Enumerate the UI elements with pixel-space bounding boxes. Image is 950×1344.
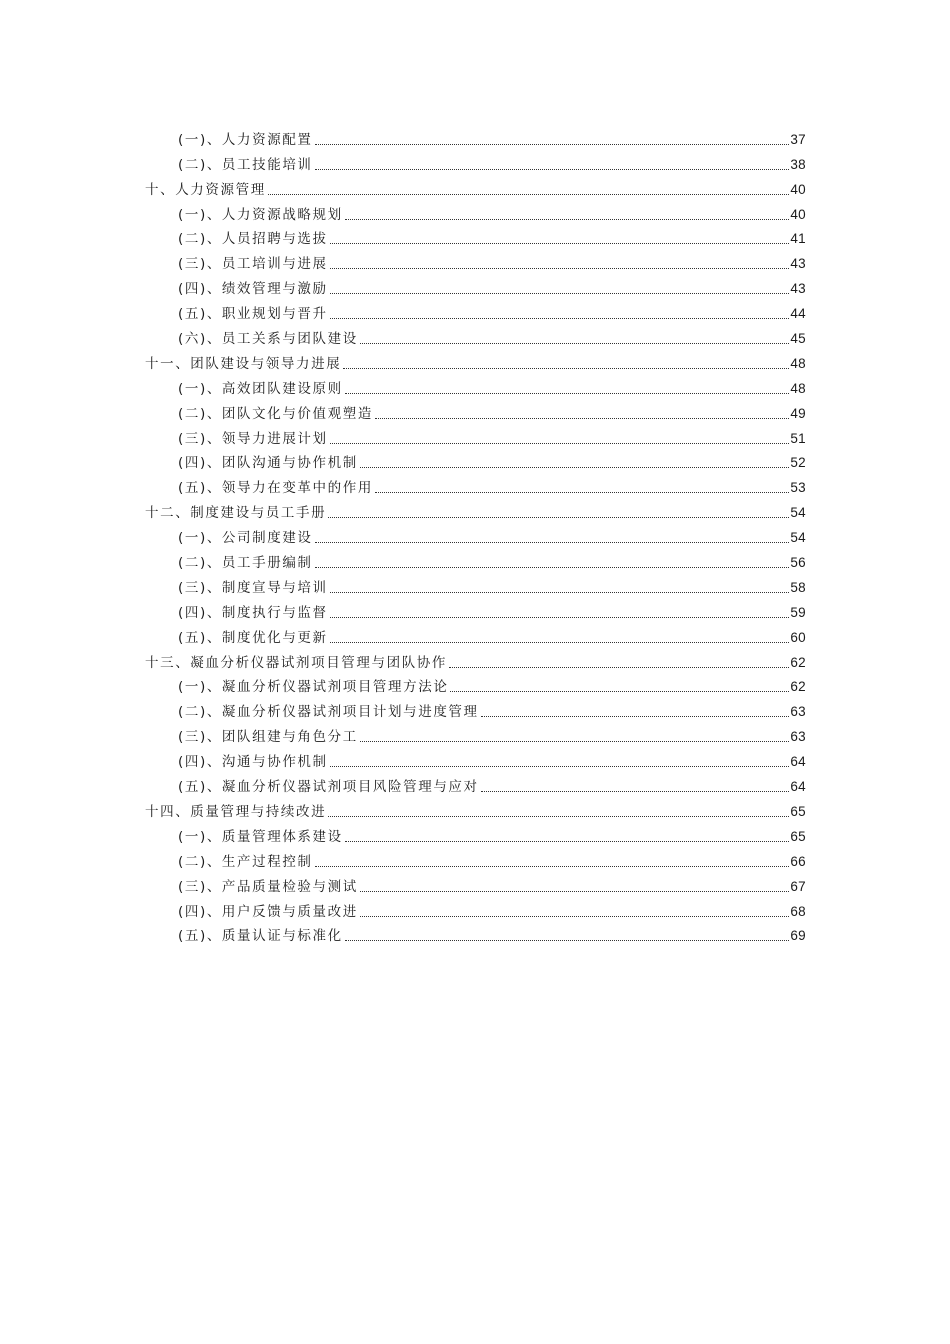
dot-leader bbox=[360, 741, 790, 742]
toc-section-entry[interactable] bbox=[0, 771, 950, 796]
toc-section-entry[interactable] bbox=[0, 721, 950, 746]
toc-page-number: 54 bbox=[790, 505, 806, 521]
toc-page-number: 56 bbox=[790, 555, 806, 571]
toc-entry-title: (五)、职业规划与晋升 bbox=[178, 306, 328, 323]
toc-entry-title: (一)、凝血分析仪器试剂项目管理方法论 bbox=[178, 679, 449, 696]
toc-page-number: 51 bbox=[790, 430, 806, 446]
dot-leader bbox=[315, 144, 790, 145]
dot-leader bbox=[360, 916, 790, 917]
dot-leader bbox=[315, 169, 790, 170]
toc-entry-title: (三)、员工培训与进展 bbox=[178, 256, 328, 273]
toc-section-entry[interactable] bbox=[0, 821, 950, 846]
toc-page-number: 48 bbox=[790, 355, 806, 371]
toc-section-entry[interactable] bbox=[0, 921, 950, 946]
dot-leader bbox=[330, 617, 790, 618]
toc-page-number: 38 bbox=[790, 156, 806, 172]
toc-entry-title: (五)、领导力在变革中的作用 bbox=[178, 480, 373, 497]
toc-page-number: 68 bbox=[790, 903, 806, 919]
toc-section-entry[interactable] bbox=[0, 398, 950, 423]
dot-leader bbox=[450, 691, 789, 692]
dot-leader bbox=[481, 791, 790, 792]
toc-entry-title: (二)、凝血分析仪器试剂项目计划与进度管理 bbox=[178, 704, 479, 721]
toc-section-entry[interactable] bbox=[0, 896, 950, 921]
toc-page-number: 52 bbox=[790, 455, 806, 471]
toc-entry-title: (四)、用户反馈与质量改进 bbox=[178, 903, 358, 920]
dot-leader bbox=[330, 592, 790, 593]
dot-leader bbox=[360, 891, 790, 892]
toc-entry-title: (四)、绩效管理与激励 bbox=[178, 281, 328, 298]
toc-section-entry[interactable] bbox=[0, 199, 950, 224]
toc-page-number: 63 bbox=[790, 729, 806, 745]
dot-leader bbox=[360, 343, 790, 344]
dot-leader bbox=[268, 194, 790, 195]
toc-page-number: 40 bbox=[790, 181, 806, 197]
dot-leader bbox=[330, 766, 790, 767]
dot-leader bbox=[330, 268, 790, 269]
toc-entry-title: (二)、生产过程控制 bbox=[178, 853, 313, 870]
toc-section-entry[interactable] bbox=[0, 124, 950, 149]
toc-section-entry[interactable] bbox=[0, 298, 950, 323]
toc-section-entry[interactable] bbox=[0, 149, 950, 174]
toc-entry-title: (一)、高效团队建设原则 bbox=[178, 380, 343, 397]
dot-leader bbox=[315, 866, 790, 867]
toc-entry-title: (三)、团队组建与角色分工 bbox=[178, 729, 358, 746]
toc-entry-title: (三)、制度宣导与培训 bbox=[178, 579, 328, 596]
toc-section-entry[interactable] bbox=[0, 746, 950, 771]
dot-leader bbox=[345, 393, 790, 394]
toc-section-entry[interactable] bbox=[0, 224, 950, 249]
toc-entry-title: (四)、沟通与协作机制 bbox=[178, 754, 328, 771]
toc-section-entry[interactable] bbox=[0, 273, 950, 298]
dot-leader bbox=[375, 418, 789, 419]
toc-page-number: 45 bbox=[790, 331, 806, 347]
toc-page-number: 65 bbox=[790, 828, 806, 844]
toc-entry-title: 十二、制度建设与员工手册 bbox=[145, 505, 327, 522]
toc-section-entry[interactable] bbox=[0, 423, 950, 448]
dot-leader bbox=[315, 567, 790, 568]
toc-entry-title: (一)、公司制度建设 bbox=[178, 530, 313, 547]
toc-chapter-entry[interactable] bbox=[0, 348, 950, 373]
toc-chapter-entry[interactable] bbox=[0, 497, 950, 522]
toc-section-entry[interactable] bbox=[0, 672, 950, 697]
toc-entry-title: (六)、员工关系与团队建设 bbox=[178, 331, 358, 348]
dot-leader bbox=[343, 368, 789, 369]
toc-section-entry[interactable] bbox=[0, 472, 950, 497]
toc-entry-title: (五)、凝血分析仪器试剂项目风险管理与应对 bbox=[178, 779, 479, 796]
toc-section-entry[interactable] bbox=[0, 547, 950, 572]
toc-chapter-entry[interactable] bbox=[0, 647, 950, 672]
toc-page-number: 63 bbox=[790, 704, 806, 720]
toc-entry-title: (五)、制度优化与更新 bbox=[178, 629, 328, 646]
toc-entry-title: (一)、人力资源配置 bbox=[178, 131, 313, 148]
toc-page-number: 62 bbox=[790, 679, 806, 695]
toc-section-entry[interactable] bbox=[0, 448, 950, 473]
toc-section-entry[interactable] bbox=[0, 323, 950, 348]
dot-leader bbox=[330, 642, 790, 643]
toc-page-number: 64 bbox=[790, 779, 806, 795]
toc-page-number: 60 bbox=[790, 629, 806, 645]
toc-entry-title: (一)、人力资源战略规划 bbox=[178, 206, 343, 223]
dot-leader bbox=[345, 219, 790, 220]
table-of-contents bbox=[0, 124, 950, 945]
toc-chapter-entry[interactable] bbox=[0, 796, 950, 821]
toc-page-number: 64 bbox=[790, 754, 806, 770]
toc-section-entry[interactable] bbox=[0, 248, 950, 273]
toc-section-entry[interactable] bbox=[0, 522, 950, 547]
dot-leader bbox=[328, 517, 789, 518]
dot-leader bbox=[315, 542, 790, 543]
toc-page-number: 67 bbox=[790, 878, 806, 894]
toc-entry-title: (五)、质量认证与标准化 bbox=[178, 928, 343, 945]
toc-section-entry[interactable] bbox=[0, 572, 950, 597]
toc-page-number: 43 bbox=[790, 281, 806, 297]
toc-entry-title: (二)、人员招聘与选拔 bbox=[178, 231, 328, 248]
toc-entry-title: 十、人力资源管理 bbox=[145, 181, 266, 198]
dot-leader bbox=[330, 318, 790, 319]
toc-section-entry[interactable] bbox=[0, 846, 950, 871]
toc-page-number: 40 bbox=[790, 206, 806, 222]
toc-entry-title: (二)、员工手册编制 bbox=[178, 555, 313, 572]
dot-leader bbox=[345, 841, 790, 842]
toc-section-entry[interactable] bbox=[0, 373, 950, 398]
toc-page-number: 49 bbox=[790, 405, 806, 421]
toc-entry-title: (一)、质量管理体系建设 bbox=[178, 828, 343, 845]
dot-leader bbox=[345, 940, 790, 941]
toc-page-number: 66 bbox=[790, 853, 806, 869]
toc-entry-title: (四)、团队沟通与协作机制 bbox=[178, 455, 358, 472]
toc-page-number: 59 bbox=[790, 604, 806, 620]
toc-entry-title: (二)、团队文化与价值观塑造 bbox=[178, 405, 373, 422]
toc-entry-title: 十一、团队建设与领导力进展 bbox=[145, 355, 342, 372]
toc-entry-title: (二)、员工技能培训 bbox=[178, 156, 313, 173]
toc-section-entry[interactable] bbox=[0, 597, 950, 622]
toc-page-number: 58 bbox=[790, 579, 806, 595]
toc-entry-title: (四)、制度执行与监督 bbox=[178, 604, 328, 621]
dot-leader bbox=[481, 716, 790, 717]
toc-section-entry[interactable] bbox=[0, 696, 950, 721]
toc-page-number: 44 bbox=[790, 306, 806, 322]
dot-leader bbox=[330, 243, 790, 244]
toc-entry-title: 十四、质量管理与持续改进 bbox=[145, 803, 327, 820]
dot-leader bbox=[360, 467, 790, 468]
toc-entry-title: (三)、领导力进展计划 bbox=[178, 430, 328, 447]
dot-leader bbox=[330, 443, 790, 444]
dot-leader bbox=[330, 293, 790, 294]
toc-page-number: 48 bbox=[790, 380, 806, 396]
toc-page-number: 41 bbox=[790, 231, 806, 247]
dot-leader bbox=[449, 667, 789, 668]
toc-entry-title: 十三、凝血分析仪器试剂项目管理与团队协作 bbox=[145, 654, 447, 671]
toc-section-entry[interactable] bbox=[0, 871, 950, 896]
toc-entry-title: (三)、产品质量检验与测试 bbox=[178, 878, 358, 895]
dot-leader bbox=[328, 816, 789, 817]
toc-page-number: 54 bbox=[790, 530, 806, 546]
toc-page-number: 53 bbox=[790, 480, 806, 496]
toc-section-entry[interactable] bbox=[0, 622, 950, 647]
dot-leader bbox=[375, 492, 789, 493]
toc-page-number: 37 bbox=[790, 131, 806, 147]
toc-page-number: 43 bbox=[790, 256, 806, 272]
toc-page-number: 62 bbox=[790, 654, 806, 670]
toc-chapter-entry[interactable] bbox=[0, 174, 950, 199]
toc-page-number: 69 bbox=[790, 928, 806, 944]
toc-page-number: 65 bbox=[790, 803, 806, 819]
